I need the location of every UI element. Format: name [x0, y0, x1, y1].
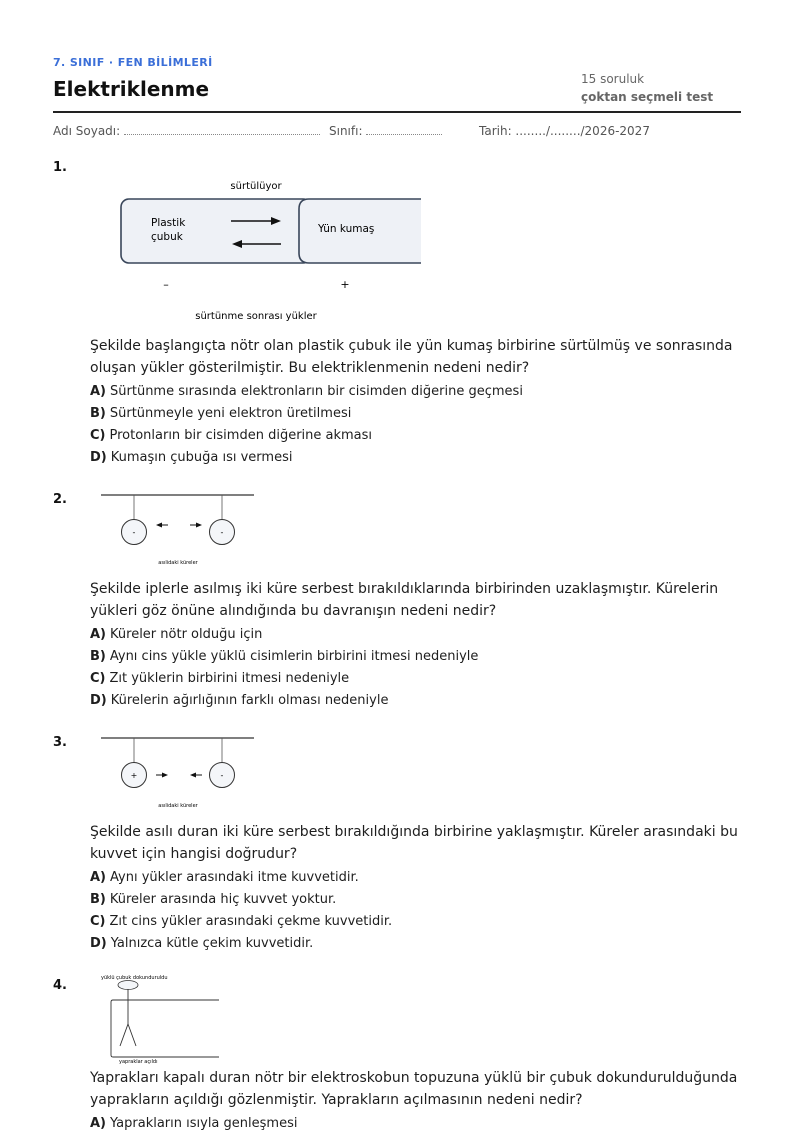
- subject-label: 7. SINIF · FEN BİLİMLERİ: [53, 56, 213, 69]
- option-text: Aynı cins yükle yüklü cisimlerin birbirini itmesi nedeniyle: [109, 649, 479, 664]
- left-object-label-1: Plastik: [151, 217, 186, 229]
- option-a[interactable]: [90, 627, 262, 642]
- right-sphere-charge: -: [220, 528, 224, 537]
- option-text: Zıt yüklerin birbirini itmesi nedeniyle: [109, 671, 350, 686]
- option-text: Küreler arasında hiç kuvvet yoktur.: [109, 892, 337, 907]
- option-text: Yalnızca kütle çekim kuvvetidir.: [110, 936, 314, 951]
- right-sphere-charge: -: [220, 771, 224, 780]
- option-letter: A): [90, 1116, 107, 1131]
- diagram-top-label: sürtülüyor: [230, 181, 282, 192]
- question-number: 3.: [53, 735, 67, 750]
- option-letter: B): [90, 892, 106, 907]
- attracting-spheres-diagram: [101, 737, 261, 813]
- question-number: 4.: [53, 978, 67, 993]
- diagram-caption: yapraklar açıldı: [119, 1059, 158, 1065]
- right-leaf: [128, 1024, 136, 1046]
- option-text: Küreler nötr olduğu için: [110, 627, 263, 642]
- test-type: çoktan seçmeli test: [581, 90, 714, 104]
- left-arrow-head: [162, 773, 168, 778]
- left-arrow-head: [156, 523, 162, 528]
- repelling-spheres-diagram: [101, 494, 261, 570]
- option-letter: C): [90, 914, 106, 929]
- option-a[interactable]: [90, 870, 359, 885]
- left-charge-label: –: [163, 278, 169, 291]
- right-charge-label: +: [340, 278, 350, 291]
- option-text: Sürtünme sırasında elektronların bir cisimden diğerine geçmesi: [110, 384, 523, 399]
- question-text: Yaprakları kapalı duran nötr bir elektroskobun topuzuna yüklü bir çubuk dokundurulduğunda yaprakların açıldığı gözlenmiştir. Yaprakların açılmasının nedeni nedir?: [90, 1070, 738, 1108]
- option-text: Yaprakların ısıyla genleşmesi: [110, 1116, 298, 1131]
- option-letter: A): [90, 384, 107, 399]
- option-text: Protonların bir cisimden diğerine akması: [109, 428, 373, 443]
- name-label: Adı Soyadı:: [53, 124, 121, 138]
- question-count: 15 soruluk: [581, 72, 645, 86]
- left-sphere-charge: -: [132, 528, 136, 537]
- left-leaf: [120, 1024, 128, 1046]
- option-text: Kürelerin ağırlığının farklı olması nedeniyle: [110, 693, 389, 708]
- left-object-label-2: çubuk: [151, 231, 183, 243]
- option-text: Aynı yükler arasındaki itme kuvvetidir.: [110, 870, 359, 885]
- class-label: Sınıfı:: [329, 124, 363, 138]
- option-letter: D): [90, 693, 107, 708]
- option-letter: A): [90, 870, 107, 885]
- option-letter: D): [90, 936, 107, 951]
- option-d[interactable]: [90, 450, 292, 465]
- option-letter: C): [90, 428, 106, 443]
- electroscope-knob: [118, 981, 138, 990]
- name-field[interactable]: [53, 124, 320, 138]
- option-letter: B): [90, 649, 106, 664]
- right-arrow-head: [190, 773, 196, 778]
- question-text: Şekilde başlangıçta nötr olan plastik çubuk ile yün kumaş birbirine sürtülmüş ve sonrasında oluşan yükler gösterilmiştir. Bu elektriklenmenin nedeni nedir?: [90, 338, 733, 376]
- right-object-label: Yün kumaş: [318, 223, 375, 235]
- diagram-top-label: yüklü çubuk dokunduruldu: [101, 975, 168, 981]
- question-text: Şekilde iplerle asılmış iki küre serbest bırakıldıklarında birbirinden uzaklaşmıştır. Kürelerin yükleri göz önüne alındığında bu davranışın nedeni nedir?: [90, 581, 719, 619]
- option-letter: B): [90, 406, 106, 421]
- option-c[interactable]: [90, 428, 372, 443]
- option-d[interactable]: [90, 693, 388, 708]
- page-title: Elektriklenme: [53, 77, 210, 101]
- option-letter: D): [90, 450, 107, 465]
- plastic-rod-shape: [121, 199, 311, 263]
- left-sphere-charge: +: [130, 771, 138, 780]
- right-arrow-head: [196, 523, 202, 528]
- option-a[interactable]: [90, 384, 523, 399]
- class-blank[interactable]: [366, 124, 442, 135]
- name-blank[interactable]: [124, 124, 320, 135]
- option-a[interactable]: [90, 1116, 297, 1131]
- option-text: Kumaşın çubuğa ısı vermesi: [110, 450, 293, 465]
- option-b[interactable]: [90, 649, 478, 664]
- option-b[interactable]: [90, 892, 336, 907]
- question-text: Şekilde asılı duran iki küre serbest bırakıldığında birbirine yaklaşmıştır. Küreler arasındaki bu kuvvet için hangisi doğrudur?: [90, 824, 738, 862]
- electroscope-diagram: [101, 972, 226, 1067]
- option-c[interactable]: [90, 914, 392, 929]
- option-c[interactable]: [90, 671, 349, 686]
- class-field[interactable]: [329, 124, 442, 138]
- friction-diagram: [119, 178, 429, 328]
- option-d[interactable]: [90, 936, 313, 951]
- date-label: Tarih: ......../......../2026-2027: [479, 124, 650, 138]
- electroscope-jar: [111, 1000, 219, 1057]
- option-letter: C): [90, 671, 106, 686]
- diagram-caption: asılı̇daki küreler: [158, 560, 198, 566]
- diagram-caption: asılı̇daki küreler: [158, 803, 198, 809]
- option-letter: A): [90, 627, 107, 642]
- option-b[interactable]: [90, 406, 351, 421]
- question-number: 2.: [53, 492, 67, 507]
- option-text: Zıt cins yükler arasındaki çekme kuvvetidir.: [109, 914, 393, 929]
- date-field[interactable]: [479, 124, 650, 138]
- header-divider: [53, 111, 741, 113]
- question-number: 1.: [53, 160, 67, 175]
- diagram-caption: sürtünme sonrası yükler: [195, 311, 317, 322]
- option-text: Sürtünmeyle yeni elektron üretilmesi: [109, 406, 352, 421]
